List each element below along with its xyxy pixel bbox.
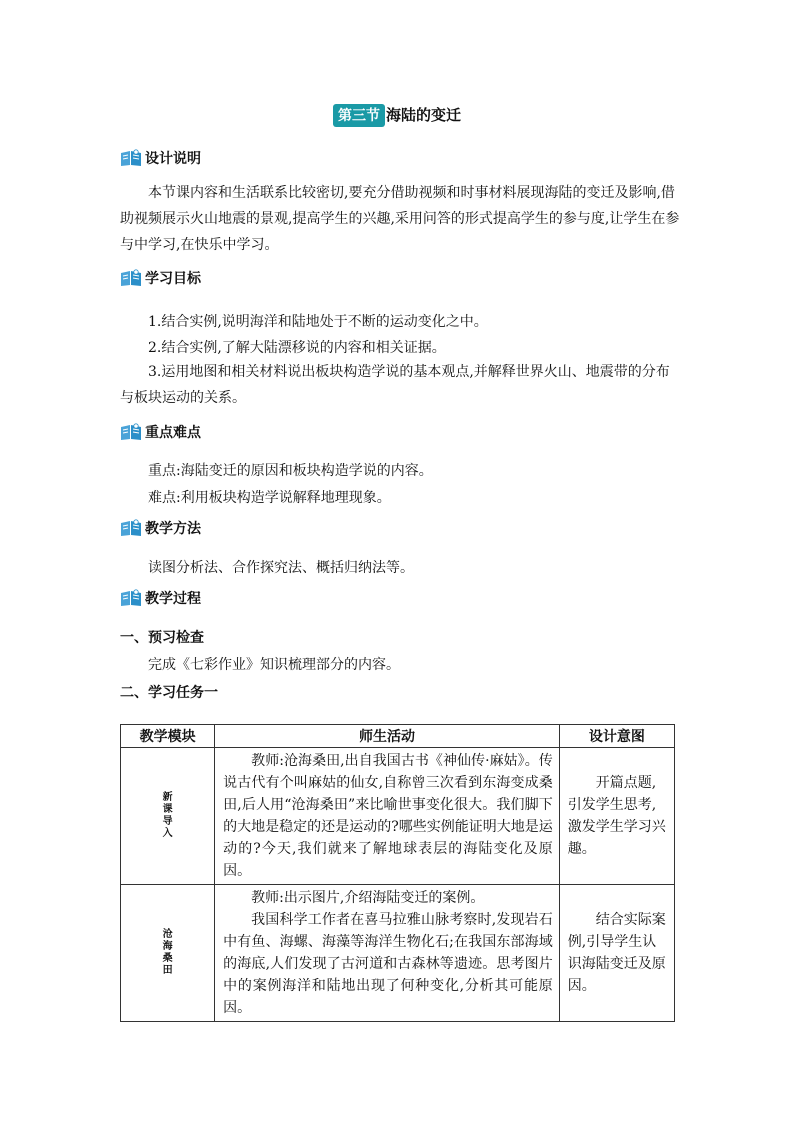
book-icon: [120, 149, 142, 167]
design-paragraph: 本节课内容和生活联系比较密切,要充分借助视频和时事材料展现海陆的变迁及影响,借助视频展示火山地震的景观,提高学生的兴趣,采用问答的形式提高学生的参与度,让学生在参与中学习,在快乐中学习。: [120, 185, 680, 253]
heading-design: [120, 148, 201, 168]
key-point: 重点:海陆变迁的原因和板块构造学说的内容。: [148, 463, 433, 479]
activity-cell: 教师:沧海桑田,出自我国古书《神仙传·麻姑》。传说古代有个叫麻姑的仙女,自称曾三次看到东海变成桑田,后人用“沧海桑田”来比喻世事变化很大。我们脚下的大地是稳定的还是运动的?哪些实例能证明大地是运动的?今天,我们就来了解地球表层的海陆变化及原因。: [215, 748, 560, 885]
book-icon: [120, 423, 142, 441]
heading-key: [120, 422, 201, 442]
heading-label: 教学方法: [145, 521, 201, 537]
method-text: 读图分析法、合作探究法、概括归纳法等。: [148, 560, 414, 576]
page-title: [0, 104, 794, 127]
heading-goals: [120, 268, 201, 288]
lesson-table: [120, 724, 675, 1022]
goal-item: 1.结合实例,说明海洋和陆地处于不断的运动变化之中。: [148, 314, 488, 330]
table-row: [121, 748, 675, 885]
difficult-point: 难点:利用板块构造学说解释地理现象。: [148, 490, 391, 506]
table-header: 设计意图: [559, 725, 674, 748]
heading-process: [120, 588, 201, 608]
task1-heading: 二、学习任务一: [120, 685, 218, 701]
heading-label: 重点难点: [145, 425, 201, 441]
preview-heading: 一、预习检查: [120, 630, 204, 646]
activity-cell: 教师:出示图片,介绍海陆变迁的案例。 我国科学工作者在喜马拉雅山脉考察时,发现岩石中有鱼、海螺、海藻等海洋生物化石;在我国东部海域的海底,人们发现了古河道和古森林等遗迹。思考图片中的案例海洋和陆地出现了何种变化,分析其可能原因。: [215, 885, 560, 1022]
section-title: 海陆的变迁: [385, 106, 461, 124]
book-icon: [120, 589, 142, 607]
module-cell: 新 课 导 入: [121, 748, 215, 885]
table-header: 师生活动: [215, 725, 560, 748]
table-row: [121, 885, 675, 1022]
heading-method: [120, 518, 201, 538]
table-header: 教学模块: [121, 725, 215, 748]
heading-label: 学习目标: [145, 271, 201, 287]
goal-item: 2.结合实例,了解大陆漂移说的内容和相关证据。: [148, 340, 446, 356]
section-number-badge: 第三节: [333, 104, 385, 127]
book-icon: [120, 519, 142, 537]
table-header-row: [121, 725, 675, 748]
book-icon: [120, 269, 142, 287]
heading-label: 设计说明: [145, 151, 201, 167]
heading-label: 教学过程: [145, 591, 201, 607]
intent-cell: 开篇点题,引发学生思考,激发学生学习兴趣。: [559, 748, 674, 885]
module-cell: 沧 海 桑 田: [121, 885, 215, 1022]
preview-text: 完成《七彩作业》知识梳理部分的内容。: [148, 657, 400, 673]
goal-item: 3.运用地图和相关材料说出板块构造学说的基本观点,并解释世界火山、地震带的分布与板块运动的关系。: [120, 364, 670, 406]
intent-cell: 结合实际案例,引导学生认识海陆变迁及原因。: [559, 885, 674, 1022]
